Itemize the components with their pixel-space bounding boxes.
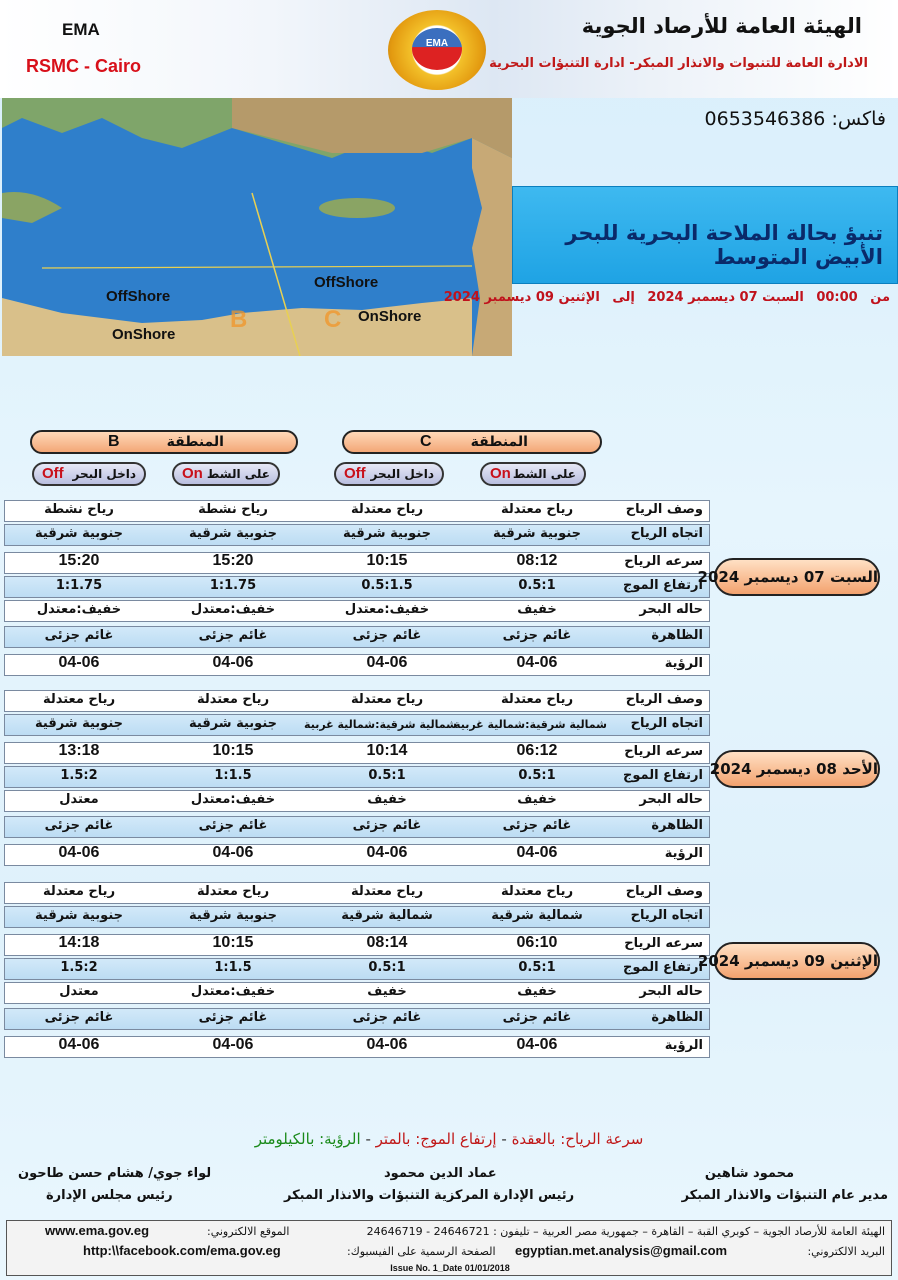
table-cell: رياح معتدلة bbox=[42, 692, 116, 707]
table-row-wave-height bbox=[4, 766, 710, 788]
footer-facebook-label: الصفحة الرسمية على الفيسبوك: bbox=[347, 1245, 496, 1258]
table-cell: 06:10 bbox=[516, 934, 558, 951]
row-label: ارتفاع الموج bbox=[622, 768, 703, 783]
row-label: الظاهرة bbox=[651, 818, 703, 833]
table-cell: غائم جزئى bbox=[198, 818, 268, 833]
offshore-label: داخل البحر bbox=[370, 467, 434, 481]
table-cell: خفيف:معتدل bbox=[190, 792, 276, 807]
region-c-letter: C bbox=[420, 433, 432, 450]
table-cell: غائم جزئى bbox=[198, 1010, 268, 1025]
table-row-sea-state bbox=[4, 982, 710, 1004]
signature-2-role: رئيس الإدارة المركزية التنبؤات والانذار المبكر bbox=[284, 1188, 575, 1203]
zone-c-letter: C bbox=[324, 306, 342, 333]
onshore-label: على الشط bbox=[512, 467, 576, 481]
table-row-weather bbox=[4, 626, 710, 648]
table-cell: جنوبية شرقية bbox=[189, 716, 277, 731]
table-cell: شمالية شرقية bbox=[491, 908, 583, 923]
footer-website-link[interactable]: www.ema.gov.eg bbox=[45, 1223, 150, 1238]
table-cell: 04-06 bbox=[366, 1036, 408, 1053]
table-cell: 1:1.5 bbox=[214, 960, 252, 975]
table-cell: غائم جزئى bbox=[502, 1010, 572, 1025]
footer-issue: Issue No. 1_Date 01/01/2018 bbox=[390, 1263, 510, 1273]
region-c-onshore bbox=[480, 462, 586, 486]
table-cell: 08:14 bbox=[366, 934, 408, 951]
table-cell: 04-06 bbox=[58, 844, 100, 861]
table-row-sea-state bbox=[4, 600, 710, 622]
onshore-en: On bbox=[182, 465, 203, 482]
table-cell: خفيف:معتدل bbox=[36, 602, 122, 617]
map-graphic bbox=[2, 98, 512, 356]
row-label: الرؤية bbox=[664, 656, 703, 671]
row-label: الظاهرة bbox=[651, 1010, 703, 1025]
table-cell: غائم جزئى bbox=[352, 628, 422, 643]
offshore-en: Off bbox=[42, 465, 64, 482]
table-cell: خفيف:معتدل bbox=[344, 602, 430, 617]
footer-website-label: الموقع الالكتروني: bbox=[207, 1225, 290, 1238]
table-cell: غائم جزئى bbox=[352, 818, 422, 833]
table-row-wave-height bbox=[4, 958, 710, 980]
rsmc-label: RSMC - Cairo bbox=[26, 56, 142, 76]
row-label: سرعه الرياح bbox=[624, 744, 703, 759]
table-cell: غائم جزئى bbox=[44, 628, 114, 643]
row-label: وصف الرياح bbox=[625, 502, 703, 517]
offshore-label-c: OffShore bbox=[314, 274, 379, 291]
table-cell: 10:15 bbox=[366, 552, 408, 569]
table-cell: 0.5:1 bbox=[368, 960, 406, 975]
table-cell: جنوبية شرقية bbox=[493, 526, 581, 541]
table-row-weather bbox=[4, 1008, 710, 1030]
onshore-en: On bbox=[490, 465, 511, 482]
table-cell: رياح معتدلة bbox=[350, 502, 424, 517]
table-cell: 08:12 bbox=[516, 552, 558, 569]
logo-emblem-icon bbox=[412, 28, 462, 70]
table-cell: غائم جزئى bbox=[502, 818, 572, 833]
table-cell: غائم جزئى bbox=[352, 1010, 422, 1025]
table-cell: رياح نشطة bbox=[44, 502, 114, 517]
onshore-label: على الشط bbox=[206, 467, 270, 481]
table-row-wind-speed bbox=[4, 552, 710, 574]
period-to-date: الإثنين 09 ديسمبر 2024 bbox=[443, 290, 600, 305]
row-label: ارتفاع الموج bbox=[622, 960, 703, 975]
footer-email-link[interactable]: egyptian.met.analysis@gmail.com bbox=[515, 1243, 728, 1258]
onshore-label-b: OnShore bbox=[112, 326, 176, 343]
table-cell: شمالية شرقية:شمالية غربية bbox=[454, 718, 607, 731]
region-b-onshore bbox=[172, 462, 280, 486]
table-row-wave-height bbox=[4, 576, 710, 598]
ema-logo bbox=[388, 10, 486, 90]
table-row-wind-desc bbox=[4, 882, 710, 904]
table-cell: جنوبية شرقية bbox=[35, 526, 123, 541]
forecast-period bbox=[440, 290, 894, 305]
table-cell: خفيف bbox=[367, 792, 407, 807]
table-row-wind-speed bbox=[4, 742, 710, 764]
row-label: حاله البحر bbox=[639, 984, 703, 999]
table-cell: رياح معتدلة bbox=[196, 692, 270, 707]
region-b-offshore bbox=[32, 462, 146, 486]
table-cell: خفيف bbox=[517, 602, 557, 617]
offshore-label-b: OffShore bbox=[106, 288, 171, 305]
table-cell: شمالية شرقية bbox=[341, 908, 433, 923]
row-label: سرعه الرياح bbox=[624, 936, 703, 951]
region-b-name: المنطقة bbox=[166, 434, 224, 450]
table-cell: معتدل bbox=[59, 792, 99, 807]
day-label: الإثنين 09 ديسمبر 2024 bbox=[714, 942, 880, 980]
signature-3-role: رئيس مجلس الإدارة bbox=[46, 1188, 173, 1203]
table-cell: غائم جزئى bbox=[44, 818, 114, 833]
row-label: الرؤية bbox=[664, 1038, 703, 1053]
table-cell: غائم جزئى bbox=[198, 628, 268, 643]
table-cell: رياح معتدلة bbox=[42, 884, 116, 899]
table-cell: معتدل bbox=[59, 984, 99, 999]
table-cell: جنوبية شرقية bbox=[343, 526, 431, 541]
table-row-wind-desc bbox=[4, 690, 710, 712]
table-cell: 1:1.75 bbox=[55, 578, 103, 593]
region-c-header bbox=[342, 430, 602, 454]
table-cell: 0.5:1 bbox=[518, 960, 556, 975]
footer-facebook-link[interactable]: http:\\facebook.com/ema.gov.eg bbox=[83, 1243, 281, 1258]
zone-b-letter: B bbox=[230, 306, 248, 333]
row-label: الظاهرة bbox=[651, 628, 703, 643]
org-title: الهيئة العامة للأرصاد الجوية bbox=[581, 14, 862, 38]
mediterranean-map bbox=[2, 98, 512, 356]
row-label: الرؤية bbox=[664, 846, 703, 861]
units-wave: إرتفاع الموج: بالمتر bbox=[375, 1130, 497, 1148]
table-cell: غائم جزئى bbox=[44, 1010, 114, 1025]
table-cell: 0.5:1.5 bbox=[361, 578, 413, 593]
table-cell: جنوبية شرقية bbox=[35, 716, 123, 731]
table-cell: 10:15 bbox=[212, 742, 254, 759]
table-row-visibility bbox=[4, 654, 710, 676]
table-cell: جنوبية شرقية bbox=[189, 908, 277, 923]
table-row-wind-desc bbox=[4, 500, 710, 522]
table-cell: رياح معتدلة bbox=[350, 884, 424, 899]
row-label: سرعه الرياح bbox=[624, 554, 703, 569]
table-row-sea-state bbox=[4, 790, 710, 812]
table-cell: 0.5:1 bbox=[518, 768, 556, 783]
table-cell: 0.5:1 bbox=[368, 768, 406, 783]
table-cell: 1.5:2 bbox=[60, 768, 98, 783]
units-legend: سرعة الرياح: بالعقدة - إرتفاع الموج: بالمتر - الرؤية: بالكيلومتر bbox=[254, 1130, 644, 1148]
table-cell: 04-06 bbox=[212, 844, 254, 861]
table-cell: خفيف bbox=[367, 984, 407, 999]
day-label: الأحد 08 ديسمبر 2024 bbox=[714, 750, 880, 788]
org-subtitle: الادارة العامة للتنبوات والانذار المبكر- ادارة التنبؤات البحرية bbox=[489, 56, 868, 71]
table-row-wind-speed bbox=[4, 934, 710, 956]
table-cell: 1.5:2 bbox=[60, 960, 98, 975]
forecast-title: تنبؤ بحالة الملاحة البحرية للبحر الأبيض المتوسط bbox=[565, 221, 883, 269]
table-cell: 04-06 bbox=[516, 844, 558, 861]
table-cell: 1:1.5 bbox=[214, 768, 252, 783]
onshore-label-c: OnShore bbox=[358, 308, 422, 325]
row-label: اتجاه الرياح bbox=[630, 716, 703, 731]
table-cell: 10:15 bbox=[212, 934, 254, 951]
table-cell: غائم جزئى bbox=[502, 628, 572, 643]
table-cell: 06:12 bbox=[516, 742, 558, 759]
footer-email-label: البريد الالكتروني: bbox=[807, 1245, 885, 1258]
row-label: حاله البحر bbox=[639, 602, 703, 617]
row-label: اتجاه الرياح bbox=[630, 526, 703, 541]
day-label: السبت 07 ديسمبر 2024 bbox=[714, 558, 880, 596]
signature-3-name: لواء جوي/ هشام حسن طاحون bbox=[18, 1166, 212, 1181]
units-visibility: الرؤية: بالكيلومتر bbox=[254, 1130, 361, 1148]
table-cell: 15:20 bbox=[212, 552, 254, 569]
offshore-label: داخل البحر bbox=[72, 467, 136, 481]
table-cell: رياح معتدلة bbox=[500, 692, 574, 707]
table-cell: 04-06 bbox=[366, 844, 408, 861]
table-cell: 04-06 bbox=[366, 654, 408, 671]
ema-label: EMA bbox=[62, 20, 100, 39]
fax-number: فاكس: 0653546386 bbox=[704, 108, 886, 130]
row-label: وصف الرياح bbox=[625, 884, 703, 899]
period-from-time: 00:00 bbox=[816, 290, 858, 305]
table-cell: رياح معتدلة bbox=[196, 884, 270, 899]
logo-text: EMA bbox=[425, 38, 449, 49]
table-cell: خفيف:معتدل bbox=[190, 984, 276, 999]
region-b-letter: B bbox=[108, 433, 120, 450]
table-cell: 1:1.75 bbox=[209, 578, 257, 593]
table-cell: 04-06 bbox=[212, 654, 254, 671]
row-label: وصف الرياح bbox=[625, 692, 703, 707]
table-cell: خفيف:معتدل bbox=[190, 602, 276, 617]
signature-1-role: مدير عام التنبؤات والانذار المبكر bbox=[681, 1188, 888, 1203]
table-cell: خفيف bbox=[517, 792, 557, 807]
page-footer bbox=[6, 1220, 892, 1276]
table-cell: رياح نشطة bbox=[198, 502, 268, 517]
table-row-weather bbox=[4, 816, 710, 838]
period-from-date: السبت 07 ديسمبر 2024 bbox=[647, 290, 804, 305]
table-cell: 04-06 bbox=[516, 654, 558, 671]
signature-1-name: محمود شاهين bbox=[704, 1166, 794, 1181]
period-from-label: من bbox=[870, 290, 890, 305]
table-cell: رياح معتدلة bbox=[500, 884, 574, 899]
table-cell: 15:20 bbox=[58, 552, 100, 569]
table-row-visibility bbox=[4, 1036, 710, 1058]
row-label: ارتفاع الموج bbox=[622, 578, 703, 593]
table-cell: 04-06 bbox=[58, 654, 100, 671]
table-cell: شمالية شرقية:شمالية غربية bbox=[304, 718, 457, 731]
table-cell: 10:14 bbox=[366, 742, 408, 759]
table-cell: 04-06 bbox=[212, 1036, 254, 1053]
table-cell: 14:18 bbox=[58, 934, 100, 951]
region-b-header bbox=[30, 430, 298, 454]
offshore-en: Off bbox=[344, 465, 366, 482]
region-c-name: المنطقة bbox=[470, 434, 528, 450]
title-box bbox=[512, 186, 898, 284]
signature-2-name: عماد الدين محمود bbox=[384, 1166, 497, 1181]
table-cell: 04-06 bbox=[58, 1036, 100, 1053]
table-cell: جنوبية شرقية bbox=[189, 526, 277, 541]
table-cell: جنوبية شرقية bbox=[35, 908, 123, 923]
table-row-visibility bbox=[4, 844, 710, 866]
period-to-label: إلى bbox=[612, 290, 635, 305]
table-cell: خفيف bbox=[517, 984, 557, 999]
table-row-wind-dir bbox=[4, 714, 710, 736]
table-row-wind-dir bbox=[4, 524, 710, 546]
header bbox=[0, 0, 898, 98]
table-cell: 04-06 bbox=[516, 1036, 558, 1053]
table-cell: رياح معتدلة bbox=[500, 502, 574, 517]
units-wind: سرعة الرياح: بالعقدة bbox=[511, 1130, 644, 1148]
table-row-wind-dir bbox=[4, 906, 710, 928]
table-cell: 0.5:1 bbox=[518, 578, 556, 593]
table-cell: رياح معتدلة bbox=[350, 692, 424, 707]
table-cell: 13:18 bbox=[58, 742, 100, 759]
row-label: اتجاه الرياح bbox=[630, 908, 703, 923]
footer-address: الهيئة العامة للأرصاد الجوية – كوبري القبة – القاهرة – جمهورية مصر العربية – تليفون : 24646721 - 24646719 bbox=[366, 1225, 885, 1238]
row-label: حاله البحر bbox=[639, 792, 703, 807]
region-c-offshore bbox=[334, 462, 444, 486]
